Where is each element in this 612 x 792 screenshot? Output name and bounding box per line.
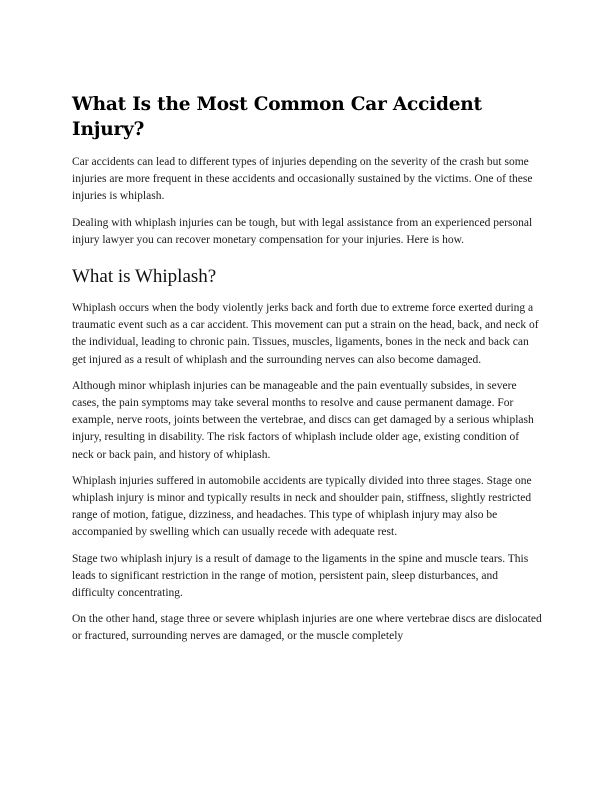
- page-title: What Is the Most Common Car Accident Injury?: [72, 94, 482, 140]
- section-paragraph-4: Stage two whiplash injury is a result of damage to the ligaments in the spine and muscle tears. This leads to significant restriction in the range of motion, persistent pain, sleep disturbances, and difficulty concentrating.: [72, 552, 529, 600]
- section-paragraph-2: Although minor whiplash injuries can be manageable and the pain eventually subsides, in severe cases, the pain symptoms may take several months to resolve and cause permanent damage. For example, nerve roots, joints between the vertebrae, and discs can get damaged by a serious whiplash injury, resulting in disability. The risk factors of whiplash include older age, existing condition of neck or back pain, and history of whiplash.: [72, 379, 534, 461]
- section-paragraph-3: Whiplash injuries suffered in automobile accidents are typically divided into three stages. Stage one whiplash injury is minor and typically results in neck and shoulder pain, stiffness, slightly restricted range of motion, fatigue, dizziness, and headaches. This type of whiplash injury may also be accompanied by swelling which can usually recede with adequate rest.: [72, 474, 532, 539]
- section-heading: What is Whiplash?: [72, 266, 217, 288]
- section-paragraph-1: Whiplash occurs when the body violently jerks back and forth due to extreme force exerted during a traumatic event such as a car accident. This movement can put a strain on the head, back, and neck of the individual, leading to chronic pain. Tissues, muscles, ligaments, bones in the neck and back can get injured as a result of whiplash and the surrounding nerves can also become damaged.: [72, 302, 539, 366]
- section-paragraph-5: On the other hand, stage three or severe whiplash injuries are one where vertebrae discs are dislocated or fractured, surrounding nerves are damaged, or the muscle completely: [72, 613, 542, 643]
- intro-paragraph-1: Car accidents can lead to different types of injuries depending on the severity of the crash but some injuries are more frequent in these accidents and occasionally sustained by the victims. One of these injuries is whiplash.: [72, 156, 533, 203]
- intro-paragraph-2: Dealing with whiplash injuries can be tough, but with legal assistance from an experienced personal injury lawyer you can recover monetary compensation for your injuries. Here is how.: [72, 216, 533, 246]
- document-body: [72, 92, 542, 655]
